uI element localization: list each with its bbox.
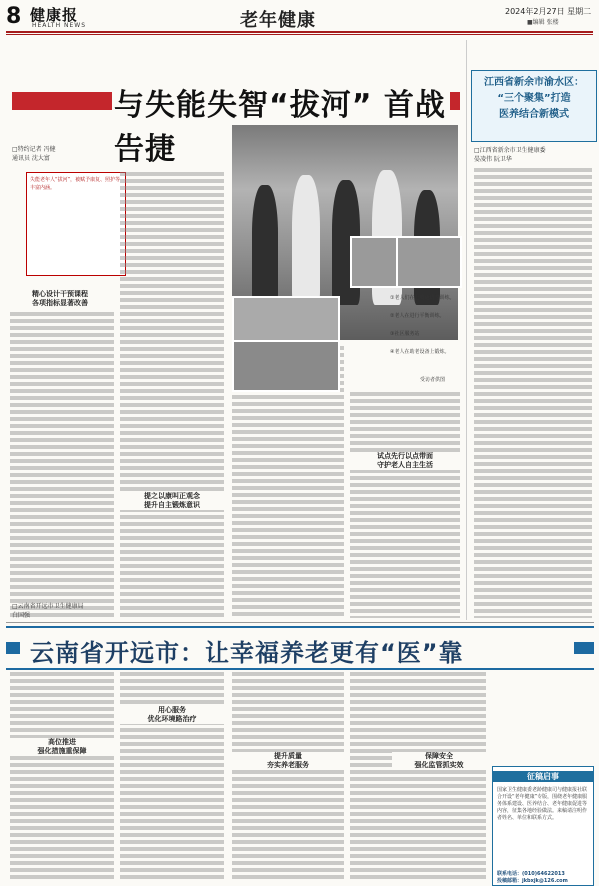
headline-accent-bar-right (450, 92, 460, 110)
call-for-submissions-text: 国家卫生健康委老龄健康司与健康报社联合开设“老年健康”专版，围绕老年健康服务体系建设、医养结合、老年健康促进等内容，征集各地经验做法。来稿请注明作者姓名、单位和联系方式。 (497, 787, 588, 821)
sidebar-title-line-3: 医养结合新模式 (499, 109, 569, 120)
story1-byline: □特约记者 冯健 通讯员 沈大富 (12, 146, 56, 162)
call-for-submissions-box (492, 766, 594, 886)
photo-caption-1: ①老人们在上肢运动时训练。 (390, 295, 455, 301)
story2-byline: □云南省开远市卫生健康局 白国强 (12, 603, 84, 619)
issue-date: 2024年2月27日 星期二 (505, 7, 592, 16)
editor-credit: ■编辑 张楼 (527, 19, 559, 26)
photo-caption-4: ④老人在助老设备上锻炼。 (390, 349, 450, 355)
story2-text-col2 (120, 672, 224, 882)
story2-text-col4 (350, 672, 486, 882)
sidebar-text (474, 168, 592, 618)
photo-figure (252, 185, 278, 305)
story1-pull-quote: 失能老年人“拔河”，被赋予康复、照护等丰富内涵。 (26, 172, 126, 276)
page-number: 8 (6, 4, 22, 29)
story1-subhead-2: 提之以康叫正观念 提升自主锻炼意识 (120, 492, 224, 510)
sidebar-title-line-1: 江西省新余市渝水区： (484, 77, 584, 88)
header-rule (6, 31, 593, 33)
story2-text-col3 (232, 672, 344, 882)
sidebar-byline: □江西省新余市卫生健康委 晏凌伟 阮卫华 (474, 147, 546, 163)
story1-subhead-1: 精心设计干预课程 各项指标显著改善 (32, 290, 88, 307)
call-for-submissions-contact: 联系电话：(010)64622013 投稿邮箱：jkbxjk@126.com (497, 871, 568, 884)
photo-inset-4 (232, 340, 340, 392)
story1-text-col2 (120, 172, 224, 618)
story1-text-col4 (350, 392, 460, 618)
photo-inset-3 (232, 296, 340, 344)
header-rule-thin (6, 34, 593, 35)
section-divider (6, 622, 594, 623)
story2-headline-block (6, 626, 594, 670)
masthead-logo: 健康报 (30, 6, 79, 24)
story1-headline: 与失能失智“拔河” 首战告捷 (114, 88, 446, 167)
photo-inset-2 (396, 236, 462, 288)
story2-subhead-1: 高位推进 强化措施重保障 (10, 738, 114, 756)
headline-accent-bar (12, 92, 112, 110)
headline2-accent-bar-right (574, 642, 594, 654)
story1-subhead-3: 试点先行以点带面 守护老人自主生活 (350, 452, 460, 470)
sidebar-title-box (471, 70, 597, 142)
sidebar-title-line-2: “三个聚集”打造 (497, 93, 571, 104)
photo-caption-2: ②老人在进行平衡训练。 (390, 313, 445, 319)
story2-subhead-4: 保障安全 强化监管抓实效 (392, 752, 486, 770)
story2-subhead-3: 提升质量 夯实养老服务 (232, 752, 344, 770)
column-divider (466, 40, 467, 620)
story1-text-col1 (10, 312, 114, 618)
story2-text-col1 (10, 672, 114, 882)
story2-headline: 云南省开远市：让幸福养老更有“医”靠 (30, 639, 464, 667)
photo-caption-3: ③社区服务站 (390, 331, 420, 337)
photo-inset-1 (350, 236, 398, 288)
call-for-submissions-title: 征稿启事 (493, 771, 593, 782)
story2-subhead-2: 用心服务 优化环境路治疗 (120, 706, 224, 724)
photo-credit: 受访者供图 (420, 377, 446, 383)
section-title: 老年健康 (240, 10, 316, 31)
masthead-english: HEALTH NEWS (32, 22, 87, 29)
photo-figure (292, 175, 320, 305)
headline2-accent-bar (6, 642, 20, 654)
